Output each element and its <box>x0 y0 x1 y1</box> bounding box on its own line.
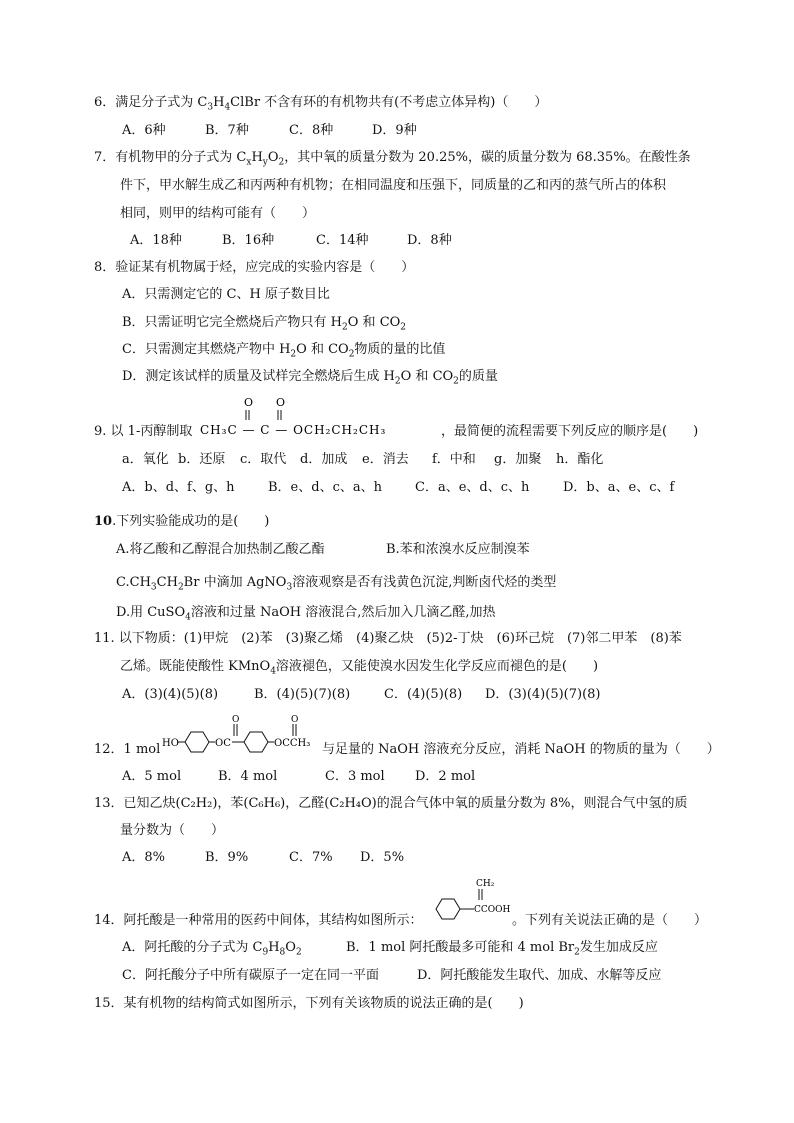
q9-carbonyl-o1: O <box>244 396 254 409</box>
q14-option-b: B．1 mol 阿托酸最多可能和 4 mol $Br_2$发生加成反应 <box>346 940 658 958</box>
q9-reaction-h: h．酯化 <box>556 452 604 467</box>
q10-option-a: A.将乙酸和乙醇混合加热制乙酸乙酯 <box>116 542 325 557</box>
q8-stem: 8．验证某有机物属于烃，应完成的实验内容是（ ） <box>94 260 415 275</box>
q9-stem-pre: 9. 以 1-丙醇制取 <box>94 424 193 439</box>
q11-option-c: C．(4)(5)(8) <box>384 687 463 702</box>
q9-option-c: C．a、e、d、c、h <box>415 480 530 495</box>
q9-option-b: B．e、d、c、a、h <box>268 480 382 495</box>
q11-option-b: B．(4)(5)(7)(8) <box>254 687 351 702</box>
q9-formula: CH₃C — C — OCH₂CH₂CH₃ <box>200 423 387 437</box>
q10-stem: 10.下列实验能成功的是( ) <box>94 514 270 529</box>
q12-option-b: B．4 mol <box>218 769 278 784</box>
q14-option-c: C．阿托酸分子中所有碳原子一定在同一平面 <box>122 968 379 983</box>
q12-stem-pre: 12．1 mol <box>94 742 161 757</box>
q6-stem: 6．满足分子式为 $C_3H_4ClBr$ 不含有环的有机物共有(不考虑立体异构)（ ） <box>94 95 548 113</box>
q7-option-a: A．18种 <box>130 233 182 248</box>
q11-stem-line1: 11. 以下物质：(1)甲烷 (2)苯 (3)聚乙烯 (4)聚乙炔 (5)2-丁炔 (6)环己烷 (7)邻二甲苯 (8)苯 <box>94 631 682 646</box>
q9-reaction-f: f．中和 <box>432 452 476 467</box>
q10-option-b: B.苯和浓溴水反应制溴苯 <box>386 542 530 557</box>
q9-carbonyl-o2: O <box>276 396 286 409</box>
q8-option-d: D．测定该试样的质量及试样完全燃烧后生成 $H_2O$ 和 $CO_2$的质量 <box>122 369 498 387</box>
q12-option-a: A．5 mol <box>122 769 182 784</box>
q7-stem-line3: 相同，则甲的结构可能有（ ） <box>120 206 316 221</box>
q15-stem: 15．某有机物的结构简式如图所示，下列有关该物质的说法正确的是( ) <box>94 996 524 1011</box>
q14-stem-pre: 14．阿托酸是一种常用的医药中间体，其结构如图所示： <box>94 913 423 928</box>
q6-option-b: B．7种 <box>205 123 249 138</box>
q6-option-a: A．6种 <box>122 123 166 138</box>
q12-o2: O <box>291 715 299 725</box>
q13-stem-line2: 量分数为（ ） <box>120 823 225 838</box>
q9-reaction-c: c．取代 <box>240 452 287 467</box>
q14-option-d: D．阿托酸能发生取代、加成、水解等反应 <box>417 968 662 983</box>
q10-option-c: $C.CH_3CH_2Br$ 中滴加 AgNO$_3$溶液观察是否有浅黄色沉淀,判断卤代烃的类型 <box>116 575 557 593</box>
q7-option-d: D．8种 <box>407 233 452 248</box>
q12-stem-post: 与足量的 NaOH 溶液充分反应，消耗 NaOH 的物质的量为（ ） <box>322 742 720 757</box>
q12-occh3: OCCH₃ <box>274 738 311 749</box>
q9-reaction-a: a．氧化 <box>122 452 169 467</box>
q14-ch2: CH₂ <box>476 879 495 889</box>
q11-option-a: A．(3)(4)(5)(8) <box>122 687 219 702</box>
q14-stem-post: 。下列有关说法正确的是（ ） <box>512 913 708 928</box>
q14-ccooh: CCOOH <box>474 905 511 915</box>
q9-option-a: A．b、d、f、g、h <box>122 480 235 495</box>
q13-option-a: A．8% <box>122 850 166 865</box>
q9-reaction-b: b．还原 <box>178 452 226 467</box>
q12-oc: OC <box>215 738 231 749</box>
q7-stem-line1: 7．有机物甲的分子式为 $C_xH_yO_2$，其中氧的质量分数为 20.25%，碳的质量分数为 68.35%。在酸性条 <box>94 150 691 168</box>
q12-option-d: D．2 mol <box>415 769 476 784</box>
q13-option-b: B．9% <box>205 850 249 865</box>
q12-o1: O <box>232 715 240 725</box>
q7-stem-line2: 件下，甲水解生成乙和丙两种有机物；在相同温度和压强下，同质量的乙和丙的蒸气所占的体积 <box>120 178 667 193</box>
q6-option-d: D．9种 <box>372 123 417 138</box>
q9-ester-structure <box>200 396 440 442</box>
q9-stem-post: ，最简便的流程需要下列反应的顺序是( ) <box>441 424 699 439</box>
q9-reaction-d: d．加成 <box>300 452 348 467</box>
q8-option-b: B．只需证明它完全燃烧后产物只有 $H_2O$ 和 $CO_2$ <box>122 315 407 333</box>
q13-option-d: D．5% <box>360 850 405 865</box>
q9-option-d: D．b、a、e、c、f <box>563 480 675 495</box>
q13-stem-line1: 13．已知乙炔(C₂H₂)，苯(C₆H₆)，乙醛(C₂H₄O)的混合气体中氧的质量分数为 8%，则混合气中氢的质 <box>94 796 688 811</box>
q7-option-c: C．14种 <box>316 233 369 248</box>
q14-option-a: A．阿托酸的分子式为 $C_9H_8O_2$ <box>122 940 302 958</box>
q11-option-d: D．(3)(4)(5)(7)(8) <box>485 687 601 702</box>
q8-option-a: A．只需测定它的 C、H 原子数目比 <box>122 287 330 302</box>
q8-option-c: C．只需测定其燃烧产物中 $H_2O$ 和 $CO_2$物质的量的比值 <box>122 342 446 360</box>
q9-reaction-e: e．消去 <box>362 452 409 467</box>
q12-ho: HO <box>162 738 179 749</box>
q9-reaction-g: g．加聚 <box>494 452 542 467</box>
q12-option-c: C．3 mol <box>325 769 385 784</box>
q13-option-c: C．7% <box>289 850 333 865</box>
q12-structure <box>160 712 322 756</box>
q6-option-c: C．8种 <box>289 123 334 138</box>
q10-option-d: D.用 CuSO$_4$溶液和过量 NaOH 溶液混合,然后加入几滴乙醛,加热 <box>116 605 496 623</box>
q7-option-b: B．16种 <box>222 233 275 248</box>
q14-atropic-acid-structure <box>432 876 512 926</box>
q11-stem-line2: 乙烯。既能使酸性 KMnO$_4$溶液褪色，又能使溴水因发生化学反应而褪色的是( ) <box>120 659 599 677</box>
